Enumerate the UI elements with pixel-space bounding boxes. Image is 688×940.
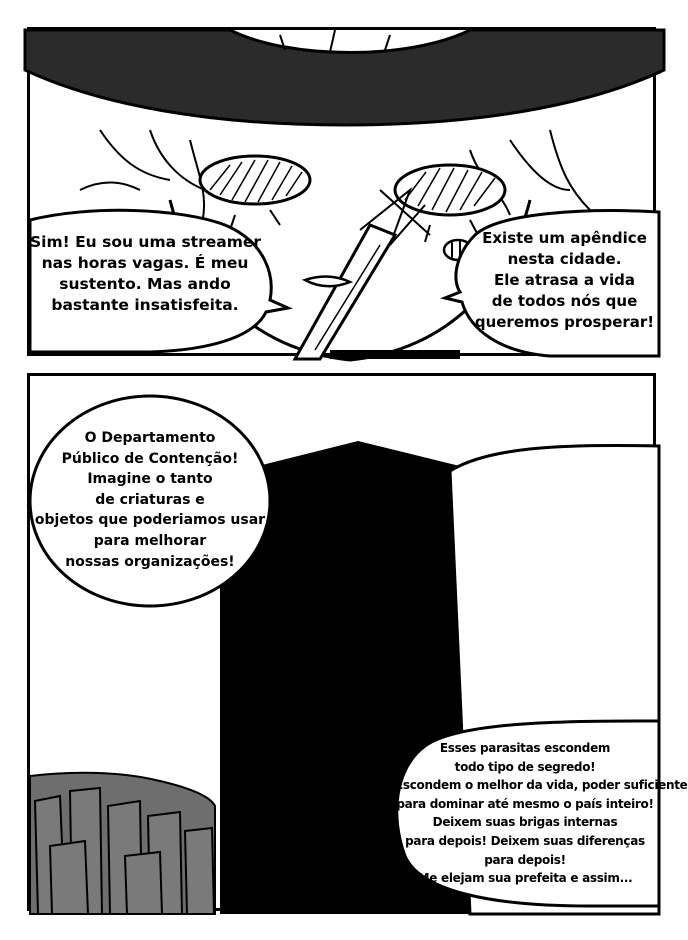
bubble-line: todo tipo de segredo! (454, 759, 596, 774)
bubble-line: Me elejam sua prefeita e assim... (417, 871, 633, 886)
left-eye (200, 156, 310, 230)
bubble-line: Imagine o tanto (87, 471, 213, 488)
bubble-line: Existe um apêndice (482, 229, 647, 247)
left-bubble-text (30, 232, 260, 316)
collar (330, 350, 460, 359)
bubble-line: O Departamento (84, 430, 216, 446)
bubble-line: Sim! Eu sou uma streamer (30, 233, 262, 251)
bottom-right-bubble-text (395, 739, 688, 888)
bubble-line: Escondem o melhor da vida, poder suficiente (395, 778, 688, 793)
bubble-line: objetos que poderiamos usar (34, 512, 266, 529)
panel-2 (27, 373, 688, 911)
bubble-line: de criaturas e (95, 491, 205, 508)
bubble-line: Ele atrasa a vida (494, 271, 635, 289)
panel-1 (27, 27, 656, 356)
bubble-line: para depois! Deixem suas diferenças (405, 833, 645, 848)
bubble-line: Público de Contenção! (61, 450, 239, 467)
bubble-line: nesta cidade. (507, 250, 622, 268)
right-bubble-text (470, 228, 659, 333)
bubble-line: queremos prosperar! (474, 313, 655, 331)
bubble-line: sustento. Mas ando (59, 275, 231, 293)
bubble-line: de todos nós que (491, 292, 638, 310)
bubble-line: para depois! (484, 852, 566, 867)
bubble-line: Esses parasitas escondem (439, 741, 611, 755)
bubble-line: Deixem suas brigas internas (432, 815, 618, 830)
bubble-line: bastante insatisfeita. (51, 296, 239, 314)
bubble-line: nossas organizações! (65, 553, 235, 570)
bubble-line: para dominar até mesmo o país inteiro! (396, 796, 654, 811)
bubble-line: nas horas vagas. É meu (41, 254, 249, 272)
top-left-bubble-text (30, 428, 270, 572)
bubble-line: para melhorar (93, 532, 207, 549)
